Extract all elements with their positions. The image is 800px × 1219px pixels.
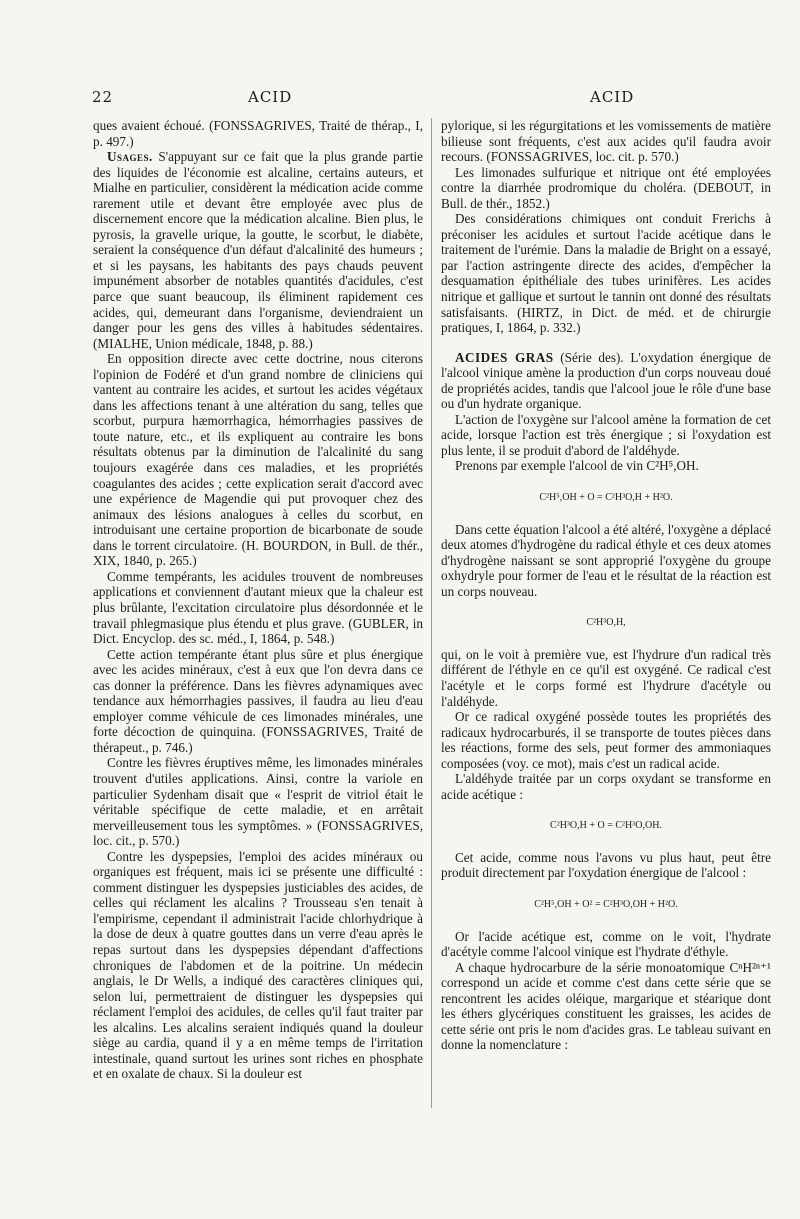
left-column — [93, 118, 423, 1082]
paragraph: Or ce radical oxygéné possède toutes les propriétés des radicaux hydrocarburés, il se transporte de toutes pièces dans les réactions, forme des sels, peut former des ammoniaques composées (voy. ce mot), mais c'est un radical acide. — [441, 709, 771, 771]
paragraph: Prenons par exemple l'alcool de vin C²H⁵,OH. — [455, 458, 699, 474]
paragraph: pylorique, si les régurgitations et les vomissements de matière bilieuse sont fréquents, c'est aux acides qu'il faudra avoir recours. (FONSSAGRIVES, loc. cit. p. 570.) — [441, 118, 771, 165]
equation: C²H⁵,OH + O = C²H³O,H + H²O. — [539, 492, 673, 504]
paragraph: Dans cette équation l'alcool a été altéré, l'oxygène a déplacé deux atomes d'hydrogène du radical éthyle et ces deux atomes d'hydrogène naissant se sont approprié l'oxygène du groupe oxhydryle pour former de l'eau et le résultat de la réaction est un corps nouveau. — [441, 521, 771, 599]
paragraph: En opposition directe avec cette doctrine, nous citerons l'opinion de Fodéré et d'un grand nombre de cliniciens qui vantent au contraire les acides, et surtout les acides végétaux dans les affections tenant à une altération du sang, telles que scorbut, purpura hæmorrhagica, hémorrhagies passives de toute nature, etc., et ils expliquent au contraire les bons résultats obtenus par la diminution de l'alcalinité du sang toujours exagérée dans ces maladies, et les propriétés coagulantes des acides ; cette explication serait d'accord avec une expérience de Magendie qui put provoquer chez des animaux des lésions analogues à celles du scorbut, en introduisant une certaine proportion de bicarbonate de soude dans le torrent circulatoire. (H. BOURDON, in Bull. de thér., XIX, 1840, p. 265.) — [93, 351, 423, 569]
equation: C²H³O,H, — [586, 617, 626, 629]
paragraph-text: (Série des). L'oxydation énergique de l'alcool vinique amène la production d'un corps nouveau doué de propriétés acides, tandis que l'alcool joue le rôle d'une base ou d'un hydrate organique. — [441, 349, 771, 412]
paragraph: Contre les fièvres éruptives même, les limonades minérales trouvent d'utiles applications. Ainsi, contre la variole en particulier Sydenham disait que « l'esprit de vitriol était le véritable spécifique de cette maladie, et en arrêtait merveilleusement tous les symptômes. » (FONSSAGRIVES, loc. cit., p. 570.) — [93, 755, 423, 849]
equation: C²H³O,H + O = C²H³O,OH. — [550, 820, 662, 832]
paragraph: Comme tempérants, les acidules trouvent de nombreuses applications et conviennent d'autant mieux que la chaleur est plus brûlante, l'excitation circulatoire plus désordonnée et le travail phlegmasique plus étendu et plus grave. (GUBLER, in Dict. Encyclop. des sc. méd., I, 1864, p. 548.) — [93, 568, 423, 647]
paragraph: A chaque hydrocarbure de la série monoatomique CⁿH²ⁿ⁺¹ correspond un acide et comme c'est dans cette série que se rencontrent les acides oléique, margarique et stéarique dont les éthers glycériques constituent les graisses, les acides de cette série ont pris le nom d'acides gras. Le tableau suivant en donne la nomenclature : — [441, 959, 771, 1053]
page-number: 22 — [92, 88, 114, 106]
paragraph: ques avaient échoué. (FONSSAGRIVES, Traité de thérap., I, p. 497.) — [93, 118, 423, 149]
paragraph-usages — [93, 149, 423, 351]
right-column — [441, 118, 771, 1053]
column-divider — [431, 118, 432, 1108]
paragraph: Les limonades sulfurique et nitrique ont été employées contre la diarrhée prodromique du choléra. (DEBOUT, in Bull. de thér., 1852.) — [441, 164, 771, 211]
equation: C²H⁵,OH + O² = C²H³O,OH + H²O. — [534, 898, 678, 910]
section-lead: Usages. — [107, 149, 153, 165]
paragraph: L'action de l'oxygène sur l'alcool amène la formation de cet acide, lorsque l'action est très énergique ; si l'oxydation est plus lente, il se produit d'abord de l'aldéhyde. — [441, 411, 771, 458]
paragraph-text: S'appuyant sur ce fait que la plus grande partie des liquides de l'économie est alcaline, certains auteurs, et Mialhe en particulier, considèrent la médication acide comme rarement utile et devant être employée avec plus de discernement encore que la médication alcaline. Bien plus, le pyrosis, la gravelle urique, la goutte, le scorbut, le diabète, seraient la conséquence d'un défaut d'alcalinité des humeurs ; et si les paysans, les habitants des pays chauds peuvent impunément absorber de notables quantités d'acidules, c'est parce que suant beaucoup, ils éliminent rapidement ces acides, qui, demeurant dans l'organisme, deviendraient un danger pour les gens des villes à habitudes sédentaires. (MIALHE, Union médicale, 1848, p. 88.) — [93, 149, 423, 351]
paragraph-acides-gras — [441, 350, 771, 412]
paragraph: L'aldéhyde traitée par un corps oxydant se transforme en acide acétique : — [441, 771, 771, 802]
running-head-left: ACID — [248, 88, 293, 106]
entry-heading: ACIDES GRAS — [455, 349, 554, 365]
paragraph: Or l'acide acétique est, comme on le voit, l'hydrate d'acétyle comme l'alcool vinique est l'hydrate d'éthyle. — [441, 928, 771, 960]
paragraph: qui, on le voit à première vue, est l'hydrure d'un radical très différent de l'éthyle en ce qu'il est oxygéné. Ce radical c'est l'acétyle et le corps formé est l'hydrure d'acétyle ou l'aldéhyde. — [441, 646, 771, 709]
running-head-right: ACID — [590, 88, 635, 106]
paragraph: Contre les dyspepsies, l'emploi des acides minéraux ou organiques est fréquent, mais ici se présente une difficulté : comment distinguer les dyspepsies justiciables des acides, de celles qui réclament les alcalins ? Trousseau s'en tenait à l'empirisme, cependant il administrait l'acide chlorhydrique à la dose de deux à quatre gouttes dans un verre d'eau après le repas surtout dans les dyspepsies dépendant d'affections chroniques de l'abdomen et de la poitrine. Un médecin anglais, le Dr Wells, a indiqué des caractères cliniques qui, selon lui, permettraient de distinguer les dyspepsies qui réclament l'emploi des acidules, de celles qu'il faut traiter par les alcalins. Les alcalins seraient indiqués quand la douleur siège au cardia, quand il y a en même temps de l'irritation intestinale, quand surtout les urines sont riches en phosphate et en oxalate de chaux. Si la douleur est — [93, 848, 423, 1082]
paragraph: Des considérations chimiques ont conduit Frerichs à préconiser les acidules et surtout l'acide acétique dans le traitement de l'urémie. Dans la maladie de Bright on a essayé, par l'action astringente directe des acides, d'empêcher la desquamation épithéliale des tubes urinifères. Les acides nitrique et gallique et surtout le tannin ont donné des résultats satisfaisants. (HIRTZ, in Dict. de méd. et de chirurgie pratiques, I, 1864, p. 332.) — [441, 211, 771, 336]
paragraph: Cet acide, comme nous l'avons vu plus haut, peut être produit directement par l'oxydation énergique de l'alcool : — [441, 849, 771, 881]
paragraph: Cette action tempérante étant plus sûre et plus énergique avec les acides minéraux, c'est à eux que l'on devra dans ce cas donner la préférence. Dans les fièvres adynamiques avec tendance aux hémorrhagies passives, il faudra au lieu d'eau employer comme véhicule de ces limonades minérales, une forte décoction de quinquina. (FONSSAGRIVES, Traité de thérapeut., p. 746.) — [93, 646, 423, 755]
